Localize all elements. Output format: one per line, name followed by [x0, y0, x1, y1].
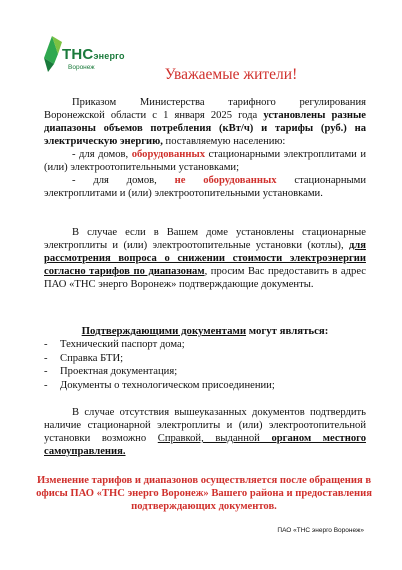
notice-text: Изменение тарифов и диапазонов осуществляется после обращения в офисы ПАО «ТНС энерго Воронеж» Вашего района и предоставления подтверждающих документов.: [36, 475, 372, 512]
request-paragraph: [44, 226, 366, 291]
intro-text-end: поставляемую населению:: [162, 136, 286, 147]
item-equipped-red: оборудованных: [131, 149, 206, 160]
intro-text-start: Приказом Министерства тарифного регулирования Воронежской области с 1 января 2025 года: [44, 97, 366, 121]
documents-list: [44, 338, 366, 392]
logo-brand-sub: энерго: [93, 51, 125, 61]
intro-item-equipped: [44, 148, 366, 174]
absence-text-start: В случае отсутствия вышеуказанных документов подтвердить наличие стационарной электроплиты и (или) электроотопительной установки возможно: [44, 407, 366, 444]
list-item: - Проектная документация;: [44, 365, 366, 379]
documents-heading-bold: Подтверждающими документами: [81, 325, 247, 337]
request-text-start: В случае если в Вашем доме установлены стационарные электроплиты и (или) электроотопительные установки (котлы),: [44, 227, 366, 251]
absence-text-bold-underline: органом местного самоуправления.: [44, 433, 367, 457]
documents-heading: [44, 325, 366, 337]
page-title: Уважаемые жители!: [164, 66, 298, 83]
item-not-equipped-end: стационарными электроплитами и (или) электроотопительными установками.: [44, 175, 366, 199]
item-equipped-end: стационарными электроплитами и (или) электроотопительными установками;: [44, 149, 366, 173]
request-text-emphasis: для рассмотрения вопроса о снижении стоимости электроэнергии согласно тарифов по диапазонам: [44, 240, 366, 277]
documents-heading-rest: могут являться:: [246, 325, 329, 337]
request-text-end: , просим Вас предоставить в адрес ПАО «ТНС энерго Воронеж» подтверждающие документы.: [44, 266, 366, 290]
logo-city: Воронеж: [68, 64, 95, 71]
intro-text-bold: установлены разные диапазоны объемов потребления (кВт/ч) и тарифы (руб.) на электрическую энергию,: [44, 110, 367, 147]
logo-brand: [62, 46, 125, 63]
list-item: - Справка БТИ;: [44, 352, 366, 366]
intro-paragraph: [44, 96, 366, 148]
list-item: - Документы о технологическом присоединении;: [44, 379, 366, 393]
item-not-equipped-start: - для домов,: [72, 175, 175, 186]
signature: ПАО «ТНС энерго Воронеж»: [277, 527, 364, 534]
item-equipped-start: - для домов,: [72, 149, 132, 160]
absence-paragraph: [44, 406, 366, 458]
absence-text-underline: Справкой, выданной: [157, 433, 272, 444]
item-not-equipped-red: не оборудованных: [174, 175, 277, 186]
logo-brand-main: ТНС: [62, 46, 94, 63]
list-item: - Технический паспорт дома;: [44, 338, 366, 352]
intro-item-not-equipped: [44, 174, 366, 200]
